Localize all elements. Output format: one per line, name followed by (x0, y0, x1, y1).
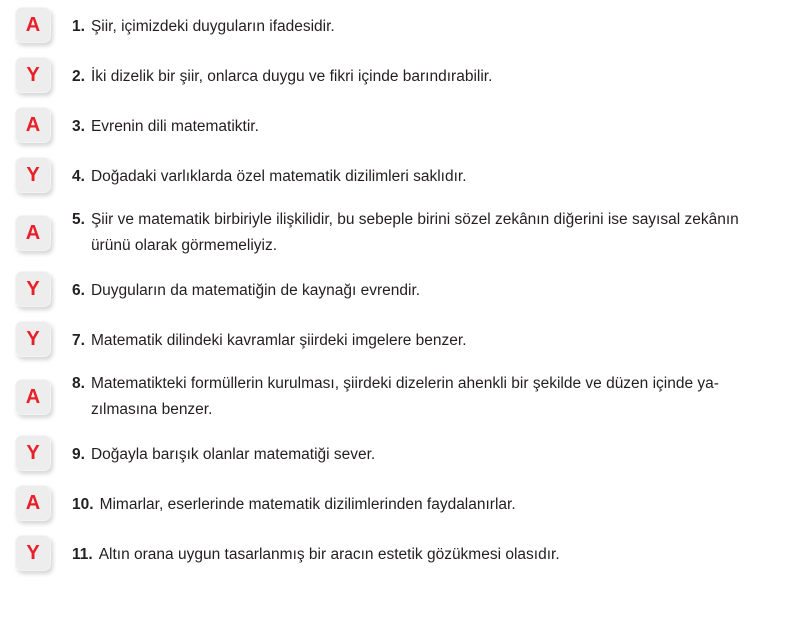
answer-badge-a[interactable]: A (15, 485, 51, 521)
statement-body (51, 535, 767, 568)
answer-row (15, 7, 767, 43)
statement-number: 9. (72, 446, 85, 463)
answer-row (15, 321, 767, 357)
statement-text (91, 14, 767, 40)
statement-text (91, 164, 767, 190)
statement-text-line-1: İki dizelik bir şiir, onlarca duygu ve fikri içinde barındırabilir. (90, 68, 493, 85)
statement-text (91, 114, 767, 140)
statement-body (51, 107, 767, 140)
answer-row (15, 57, 767, 93)
statement-number: 8. (72, 375, 85, 392)
statement-text-line-1: Matematikteki formüllerin kurulması, şiirdeki dizelerin ahenkli bir şekilde ve düzen içinde ya- (90, 375, 719, 392)
statement-text (91, 64, 767, 90)
statement-text (91, 207, 767, 259)
answer-badge-y[interactable]: Y (15, 57, 51, 93)
statement-text (91, 442, 767, 468)
statement-body (51, 435, 767, 468)
statement-text-line-1: Şiir ve matematik birbiriyle ilişkilidir, bu sebeple birini sözel zekânın diğerini ise sayısal zekânın (90, 211, 739, 228)
statement-body (51, 57, 767, 90)
answer-row (15, 207, 767, 259)
statement-text (91, 328, 767, 354)
answer-key-list (15, 7, 767, 571)
answer-row (15, 435, 767, 471)
statement-text-line-1: Altın orana uygun tasarlanmış bir aracın estetik gözükmesi olasıdır. (98, 546, 560, 563)
answer-badge-y[interactable]: Y (15, 321, 51, 357)
statement-text-line-1: Evrenin dili matematiktir. (90, 118, 259, 135)
statement-body (51, 271, 767, 304)
statement-number: 11. (72, 546, 93, 563)
answer-badge-a[interactable]: A (15, 379, 51, 415)
statement-text-line-1: Şiir, içimizdeki duyguların ifadesidir. (90, 18, 335, 35)
statement-number: 4. (72, 168, 85, 185)
statement-text (91, 278, 767, 304)
statement-text-line-2: zılmasına benzer. (90, 401, 213, 418)
statement-body (51, 485, 767, 518)
statement-text (99, 542, 767, 568)
answer-row (15, 107, 767, 143)
answer-badge-y[interactable]: Y (15, 535, 51, 571)
statement-number: 2. (72, 68, 85, 85)
answer-badge-a[interactable]: A (15, 7, 51, 43)
statement-body (51, 7, 767, 40)
statement-body (51, 207, 767, 259)
statement-body (51, 371, 767, 423)
statement-text-line-1: Duyguların da matematiğin de kaynağı evrendir. (90, 282, 421, 299)
statement-text-line-1: Mimarlar, eserlerinde matematik dizilimlerinden faydalanırlar. (99, 496, 516, 513)
answer-row (15, 535, 767, 571)
statement-body (51, 321, 767, 354)
answer-row (15, 485, 767, 521)
statement-body (51, 157, 767, 190)
answer-badge-y[interactable]: Y (15, 271, 51, 307)
answer-badge-y[interactable]: Y (15, 435, 51, 471)
answer-row (15, 271, 767, 307)
statement-number: 5. (72, 211, 85, 228)
answer-badge-a[interactable]: A (15, 215, 51, 251)
answer-badge-a[interactable]: A (15, 107, 51, 143)
statement-text (91, 371, 767, 423)
answer-row (15, 371, 767, 423)
statement-text (100, 492, 767, 518)
statement-text-line-2: ürünü olarak görmemeliyiz. (90, 237, 278, 254)
statement-number: 7. (72, 332, 85, 349)
statement-number: 3. (72, 118, 85, 135)
statement-number: 1. (72, 18, 85, 35)
statement-text-line-1: Doğayla barışık olanlar matematiği sever. (90, 446, 376, 463)
statement-number: 10. (72, 496, 94, 513)
answer-badge-y[interactable]: Y (15, 157, 51, 193)
statement-text-line-1: Doğadaki varlıklarda özel matematik dizilimleri saklıdır. (90, 168, 467, 185)
statement-number: 6. (72, 282, 85, 299)
answer-row (15, 157, 767, 193)
statement-text-line-1: Matematik dilindeki kavramlar şiirdeki imgelere benzer. (90, 332, 467, 349)
